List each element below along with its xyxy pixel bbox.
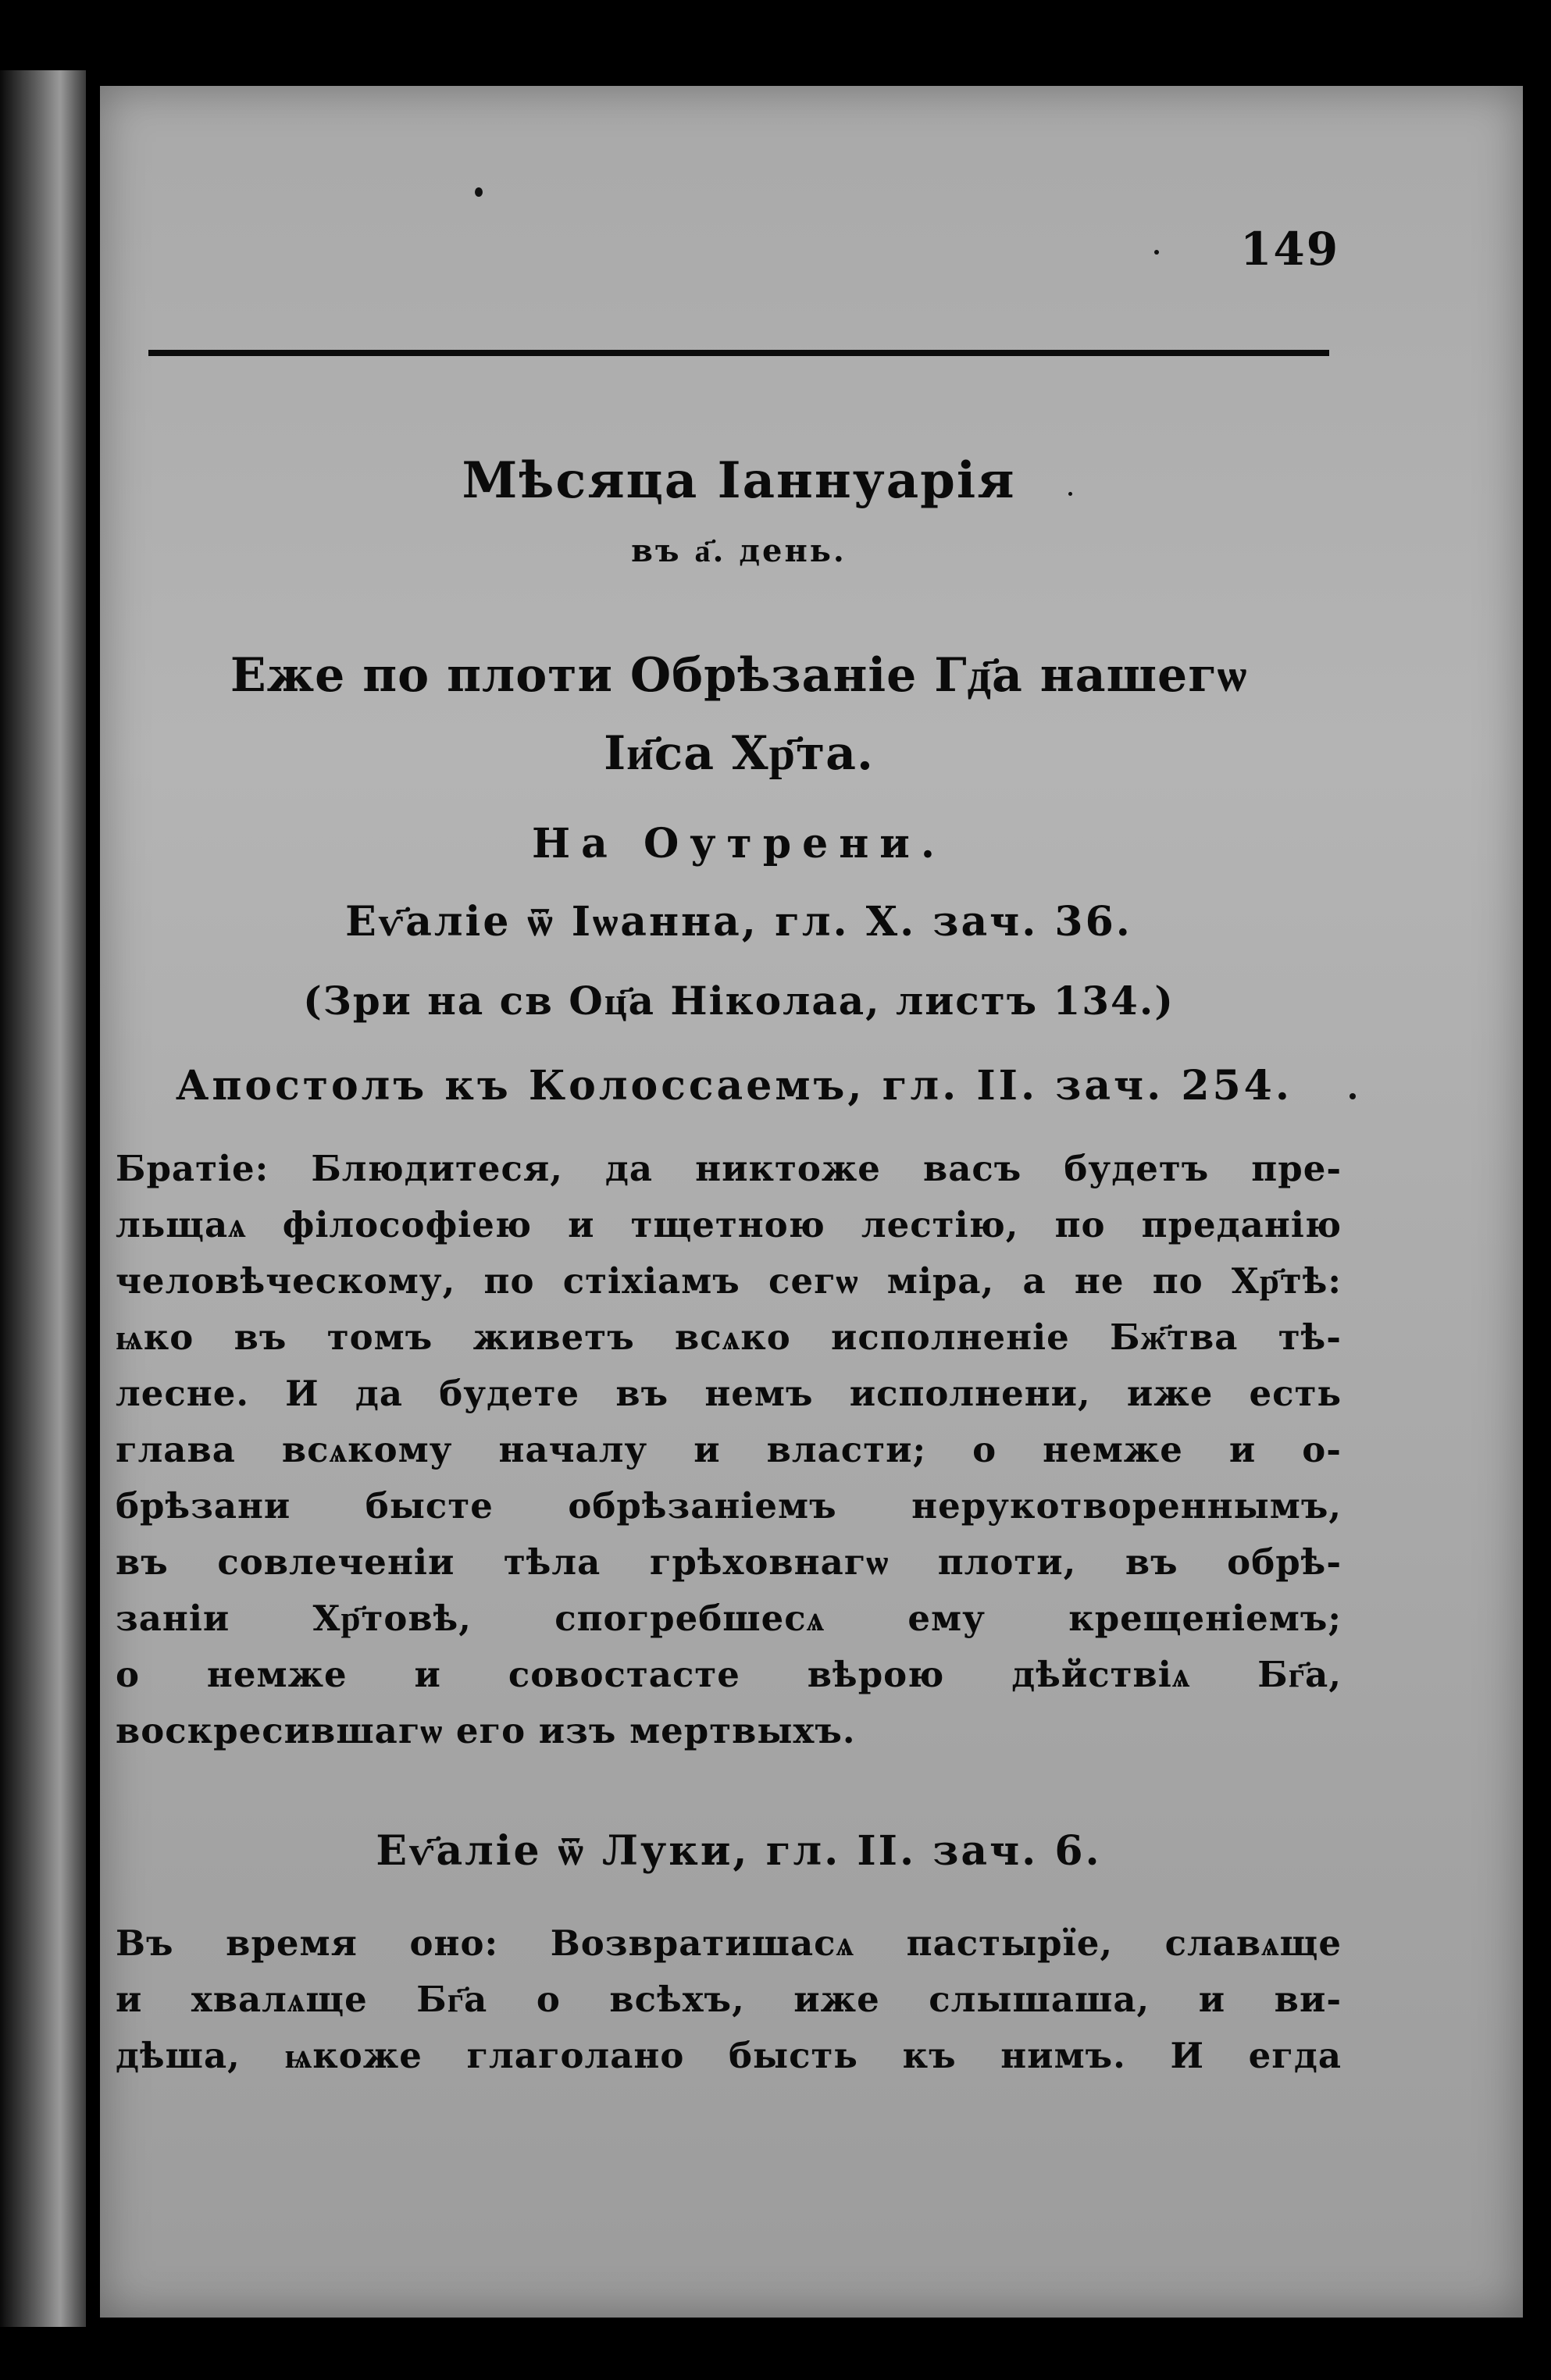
gospel-heading-john: Еѵ҃аліе ѿ Іѡанна, гл. Х. зач. 36. [345,898,1132,946]
apostle-reading-line: льщаѧ філософіею и тщетною лестію, по преданію [116,1204,1342,1245]
feast-title-line-1: Еже по плоти Обрѣзаніе Гд҃а нашегѡ [230,648,1248,703]
day-line: въ а҃. день. [631,533,847,569]
header-rule [148,350,1329,356]
apostle-reading-line: о немже и совостасте вѣрою дѣйствіѧ Бг҃а, [116,1654,1342,1695]
apostle-reading-line: лесне. И да будете въ немъ исполнени, иже есть [116,1373,1342,1414]
microfilm-left-edge [0,70,86,2327]
month-title: Мѣсяца Іаннуарія [462,451,1016,510]
apostle-reading-line: заніи Хр҃товѣ, спогребшесѧ ему крещеніемъ; [116,1598,1342,1639]
apostle-reading-line: глава всѧкому началу и власти; о немже и о- [116,1429,1342,1470]
apostle-reading-line: человѣческому, по стіхіамъ сегѡ міра, а не по Хр҃тѣ: [116,1260,1342,1302]
ink-speck [1154,250,1159,255]
apostle-heading: Апостолъ къ Колоссаемъ, гл. II. зач. 254. [176,1062,1292,1110]
apostle-reading-line: брѣзани бысте обрѣзаніемъ нерукотвореннымъ, [116,1485,1342,1527]
apostle-reading-line: въ совлеченіи тѣла грѣховнагѡ плоти, въ обрѣ- [116,1541,1342,1583]
ink-speck [475,187,483,197]
ink-speck [1068,492,1072,496]
apostle-reading-line: Братіе: Блюдитеся, да никтоже васъ будетъ пре- [116,1148,1342,1189]
book-page [100,86,1523,2318]
gospel-reading-line: дѣша, ѩкоже глаголано бысть къ нимъ. И егда [116,2035,1342,2076]
apostle-reading-line: воскресившагѡ его изъ мертвыхъ. [116,1710,856,1751]
gospel-reading-line: Въ время оно: Возвратишасѧ пастырїе, славѧще [116,1922,1342,1964]
feast-title-line-2: Іи҃са Хр҃та. [604,726,874,781]
apostle-reading-line: ѩко въ томъ живетъ всѧко исполненіе Бж҃тва тѣ- [116,1316,1342,1358]
gospel-heading-luke: Еѵ҃аліе ѿ Луки, гл. II. зач. 6. [376,1827,1102,1875]
page-number: 149 [1240,223,1340,276]
ink-speck [1350,1093,1356,1099]
service-heading: На Оутрени. [532,820,946,868]
gospel-reading-line: и хвалѧще Бг҃а о всѣхъ, иже слышаша, и ви- [116,1979,1342,2020]
cross-reference: (Зри на св Оц҃а Ніколаа, листъ 134.) [303,978,1175,1024]
